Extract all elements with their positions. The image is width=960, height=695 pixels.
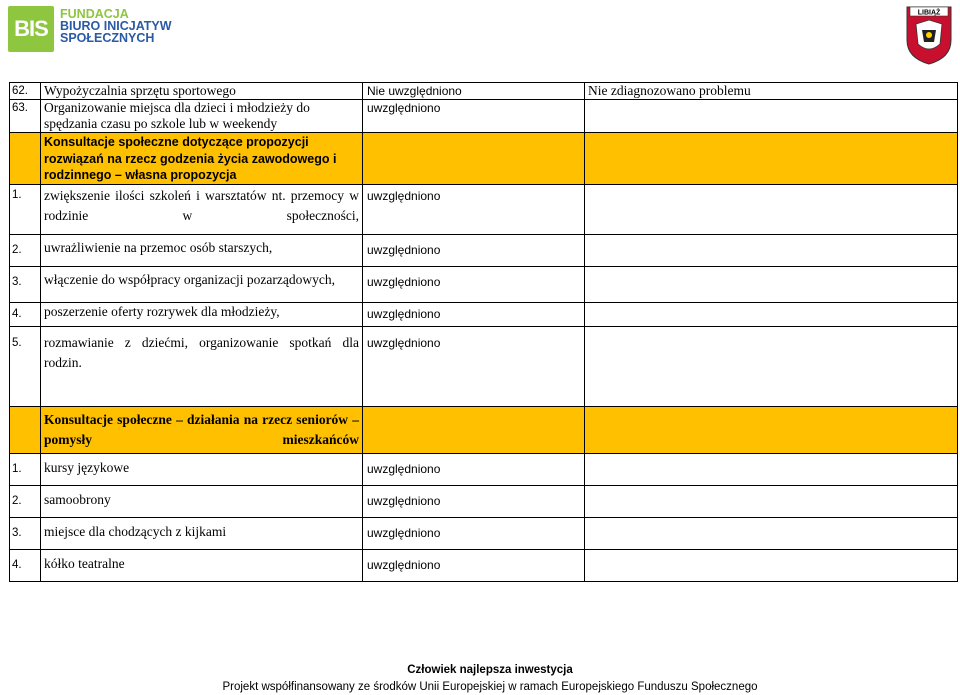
row-text: poszerzenie oferty rozrywek dla młodzieży, <box>41 303 363 327</box>
row-text: samoobrony <box>41 486 363 518</box>
row-status: uwzględniono <box>363 518 585 550</box>
row-number: 3. <box>10 267 41 303</box>
page-footer <box>0 662 960 695</box>
row-text: zwiększenie ilości szkoleń i warsztatów nt. przemocy w rodzinie w społeczności, <box>41 185 363 235</box>
bis-logo-line: BIURO INICJATYW <box>60 19 172 33</box>
row-number: 4. <box>10 550 41 582</box>
row-text: włączenie do współpracy organizacji pozarządowych, <box>41 267 363 303</box>
table-row <box>10 486 958 518</box>
bis-logo <box>8 6 54 52</box>
page-header <box>0 0 960 74</box>
table-row <box>10 550 958 582</box>
row-text: kursy językowe <box>41 454 363 486</box>
row-text: Wypożyczalnia sprzętu sportowego <box>41 83 363 100</box>
footer-subtitle: Projekt współfinansowany ze środków Unii Europejskiej w ramach Europejskiego Funduszu Społecznego <box>222 681 758 693</box>
row-status: uwzględniono <box>363 185 585 235</box>
row-number: 62. <box>10 83 41 100</box>
table-row <box>10 454 958 486</box>
row-text: rozmawianie z dziećmi, organizowanie spotkań dla rodzin. <box>41 327 363 407</box>
table-row <box>10 100 958 133</box>
row-number: 1. <box>10 185 41 235</box>
row-status: uwzględniono <box>363 486 585 518</box>
row-number: 3. <box>10 518 41 550</box>
footer-title: Człowiek najlepsza inwestycja <box>407 664 573 676</box>
row-text: uwrażliwienie na przemoc osób starszych, <box>41 235 363 267</box>
row-note <box>585 100 958 133</box>
consultation-table <box>9 82 958 582</box>
row-status: uwzględniono <box>363 550 585 582</box>
table-row <box>10 518 958 550</box>
bis-logo-line: FUNDACJA <box>60 7 129 21</box>
row-text: kółko teatralne <box>41 550 363 582</box>
table-row <box>10 327 958 407</box>
section-header-row <box>10 133 958 185</box>
row-status: uwzględniono <box>363 267 585 303</box>
bis-logo-text <box>60 8 172 44</box>
table-row <box>10 83 958 100</box>
row-text: Organizowanie miejsca dla dzieci i młodzieży do spędzania czasu po szkole lub w weekendy <box>41 100 363 133</box>
libiaz-crest-icon <box>904 4 954 66</box>
section-title: Konsultacje społeczne – działania na rzecz seniorów – pomysły mieszkańców <box>41 407 363 454</box>
row-number: 63. <box>10 100 41 133</box>
row-status: uwzględniono <box>363 454 585 486</box>
table-row <box>10 185 958 235</box>
row-status: uwzględniono <box>363 303 585 327</box>
row-status: uwzględniono <box>363 100 585 133</box>
bis-logo-line: SPOŁECZNYCH <box>60 31 155 45</box>
bis-logo-abbr: BIS <box>14 16 48 41</box>
row-number: 4. <box>10 303 41 327</box>
row-number: 2. <box>10 486 41 518</box>
table-row <box>10 303 958 327</box>
row-status: uwzględniono <box>363 235 585 267</box>
row-number: 2. <box>10 235 41 267</box>
row-text: miejsce dla chodzących z kijkami <box>41 518 363 550</box>
section-header-row <box>10 407 958 454</box>
crest-label: LIBIĄŻ <box>917 9 941 17</box>
row-number: 1. <box>10 454 41 486</box>
row-note: Nie zdiagnozowano problemu <box>585 83 958 100</box>
table-row <box>10 235 958 267</box>
table-row <box>10 267 958 303</box>
row-number: 5. <box>10 327 41 407</box>
row-status: Nie uwzględniono <box>363 83 585 100</box>
section-title: Konsultacje społeczne dotyczące propozycji rozwiązań na rzecz godzenia życia zawodowego i rodzinnego – własna propozycja <box>41 133 363 185</box>
row-status: uwzględniono <box>363 327 585 407</box>
